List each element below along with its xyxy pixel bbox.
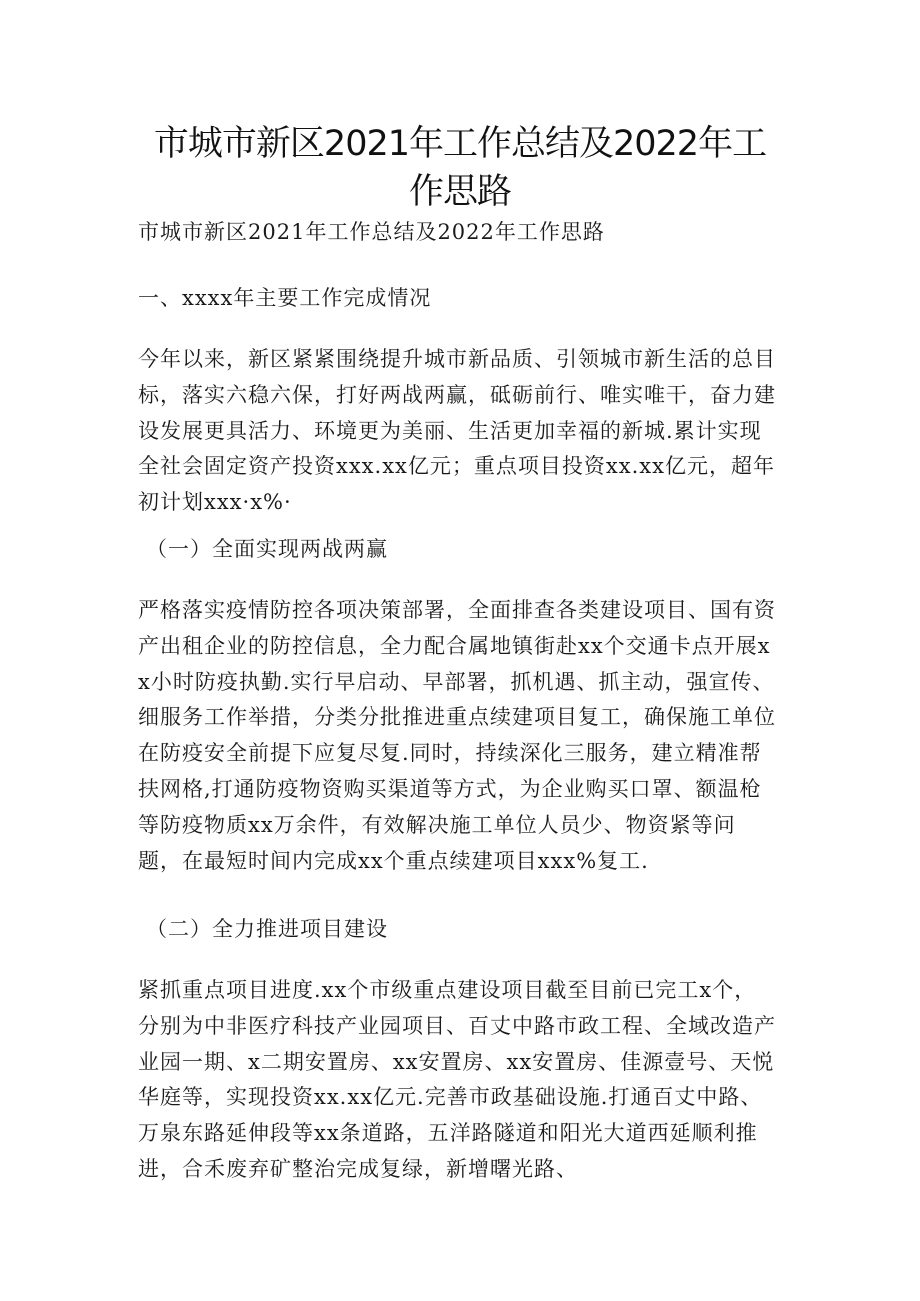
section-heading: （一）全面实现两战两赢 — [146, 537, 388, 561]
body-paragraph: 今年以来，新区紧紧围绕提升城市新品质、引领城市新生活的总目标，落实六稳六保，打好两战两赢，砥砺前行、唯实唯干，奋力建设发展更具活力、环境更为美丽、生活更加幸福的新城.累计实现全社会固定资产投资xxx.xx亿元；重点项目投资xx.xx亿元，超年初计划xxx·x%· — [138, 347, 776, 515]
body-paragraph: 严格落实疫情防控各项决策部署，全面排查各类建设项目、国有资产出租企业的防控信息，全力配合属地镇街赴xx个交通卡点开展xx小时防疫执勤.实行早启动、早部署，抓机遇、抓主动，强宣传、细服务工作举措，分类分批推进重点续建项目复工，确保施工单位在防疫安全前提下应复尽复.同时，持续深化三服务，建立精准帮扶网格,打通防疫物资购买渠道等方式，为企业购买口罩、额温枪等防疫物质xx万余件，有效解决施工单位人员少、物资紧等问题，在最短时间内完成xx个重点续建项目xxx%复工. — [138, 598, 776, 873]
body-paragraph: 紧抓重点项目进度.xx个市级重点建设项目截至目前已完工x个，分别为中非医疗科技产业园项目、百丈中路市政工程、全域改造产业园一期、x二期安置房、xx安置房、xx安置房、佳源壹号、天悦华庭等，实现投资xx.xx亿元.完善市政基础设施.打通百丈中路、万泉东路延伸段等xx条道路，五洋路隧道和阳光大道西延顺利推进，合禾废弃矿整治完成复绿，新增曙光路、 — [138, 978, 776, 1181]
section-heading: 一、xxxx年主要工作完成情况 — [138, 286, 432, 310]
section-heading: （二）全力推进项目建设 — [146, 917, 388, 941]
document-subtitle: 市城市新区2021年工作总结及2022年工作思路 — [138, 220, 605, 244]
document-title: 市城市新区2021年工作总结及2022年工作思路 — [153, 124, 767, 212]
